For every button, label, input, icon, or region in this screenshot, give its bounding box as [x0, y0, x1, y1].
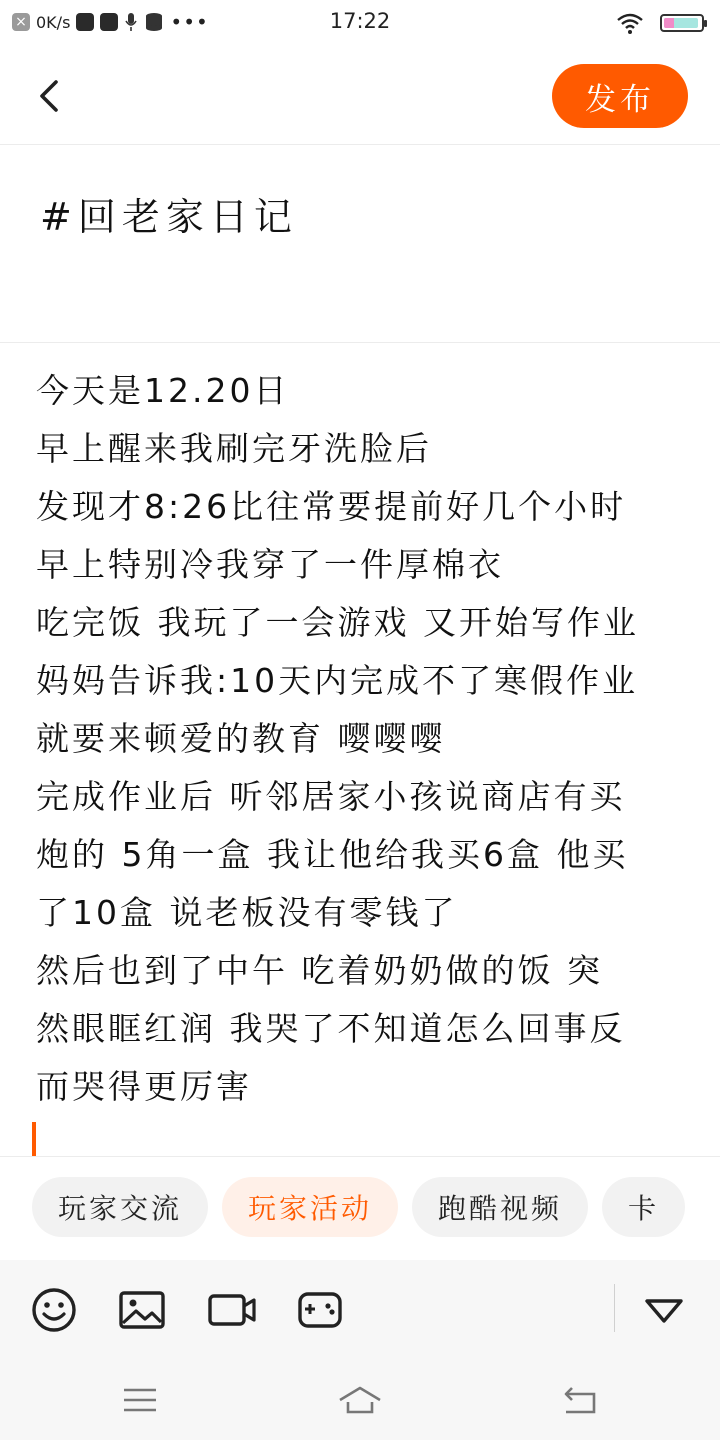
tags-divider	[0, 1156, 720, 1157]
return-icon[interactable]	[556, 1382, 604, 1418]
body-line: 早上醒来我刷完牙洗脸后	[36, 429, 432, 468]
tag-player-exchange[interactable]: 玩家交流	[32, 1177, 208, 1237]
gamepad-icon[interactable]	[294, 1284, 346, 1336]
status-right	[616, 12, 704, 34]
video-icon[interactable]	[206, 1284, 258, 1336]
network-speed: 0K/s	[36, 12, 71, 32]
body-line: 炮的 5角一盒 我让他给我买6盒 他买	[36, 835, 629, 874]
collapse-triangle-icon[interactable]	[638, 1284, 690, 1336]
body-line: 早上特别冷我穿了一件厚棉衣	[36, 545, 504, 584]
menu-icon[interactable]	[116, 1382, 164, 1418]
post-body-editor[interactable]	[36, 362, 696, 1116]
body-line: 吃完饭 我玩了一会游戏 又开始写作业	[36, 603, 639, 642]
system-nav-bar	[0, 1360, 720, 1440]
battery-icon	[660, 14, 704, 32]
emoji-icon[interactable]	[28, 1284, 80, 1336]
body-line: 然后也到了中午 吃着奶奶做的饭 突	[36, 951, 603, 990]
topic-tag-list	[32, 1177, 688, 1237]
body-line: 妈妈告诉我:10天内完成不了寒假作业	[36, 661, 639, 700]
clock: 17:22	[329, 9, 391, 33]
body-line: 就要来顿爱的教育 嘤嘤嘤	[36, 719, 446, 758]
body-line: 完成作业后 听邻居家小孩说商店有买	[36, 777, 626, 816]
wifi-icon	[616, 12, 644, 34]
tag-player-activity[interactable]: 玩家活动	[222, 1177, 398, 1237]
image-icon[interactable]	[116, 1284, 168, 1336]
home-icon[interactable]	[336, 1382, 384, 1418]
tag-card[interactable]: 卡	[602, 1177, 685, 1237]
toolbar-separator	[614, 1284, 615, 1332]
post-title-input[interactable]: #回老家日记	[40, 195, 298, 239]
publish-button[interactable]: 发布	[552, 64, 688, 128]
back-arrow-icon[interactable]	[30, 72, 70, 120]
title-divider	[0, 342, 720, 343]
status-bar	[0, 0, 720, 46]
text-cursor	[32, 1122, 36, 1156]
body-line: 发现才8:26比往常要提前好几个小时	[36, 487, 627, 526]
body-line: 了10盒 说老板没有零钱了	[36, 893, 458, 932]
body-line: 然眼眶红润 我哭了不知道怎么回事反	[36, 1009, 626, 1048]
close-notification-icon: ×	[12, 13, 30, 31]
body-line: 而哭得更厉害	[36, 1067, 252, 1106]
more-icon: •••	[170, 10, 209, 34]
header-divider	[0, 144, 720, 145]
editor-toolbar	[0, 1260, 720, 1360]
body-line: 今天是12.20日	[36, 371, 290, 410]
tag-parkour-video[interactable]: 跑酷视频	[412, 1177, 588, 1237]
